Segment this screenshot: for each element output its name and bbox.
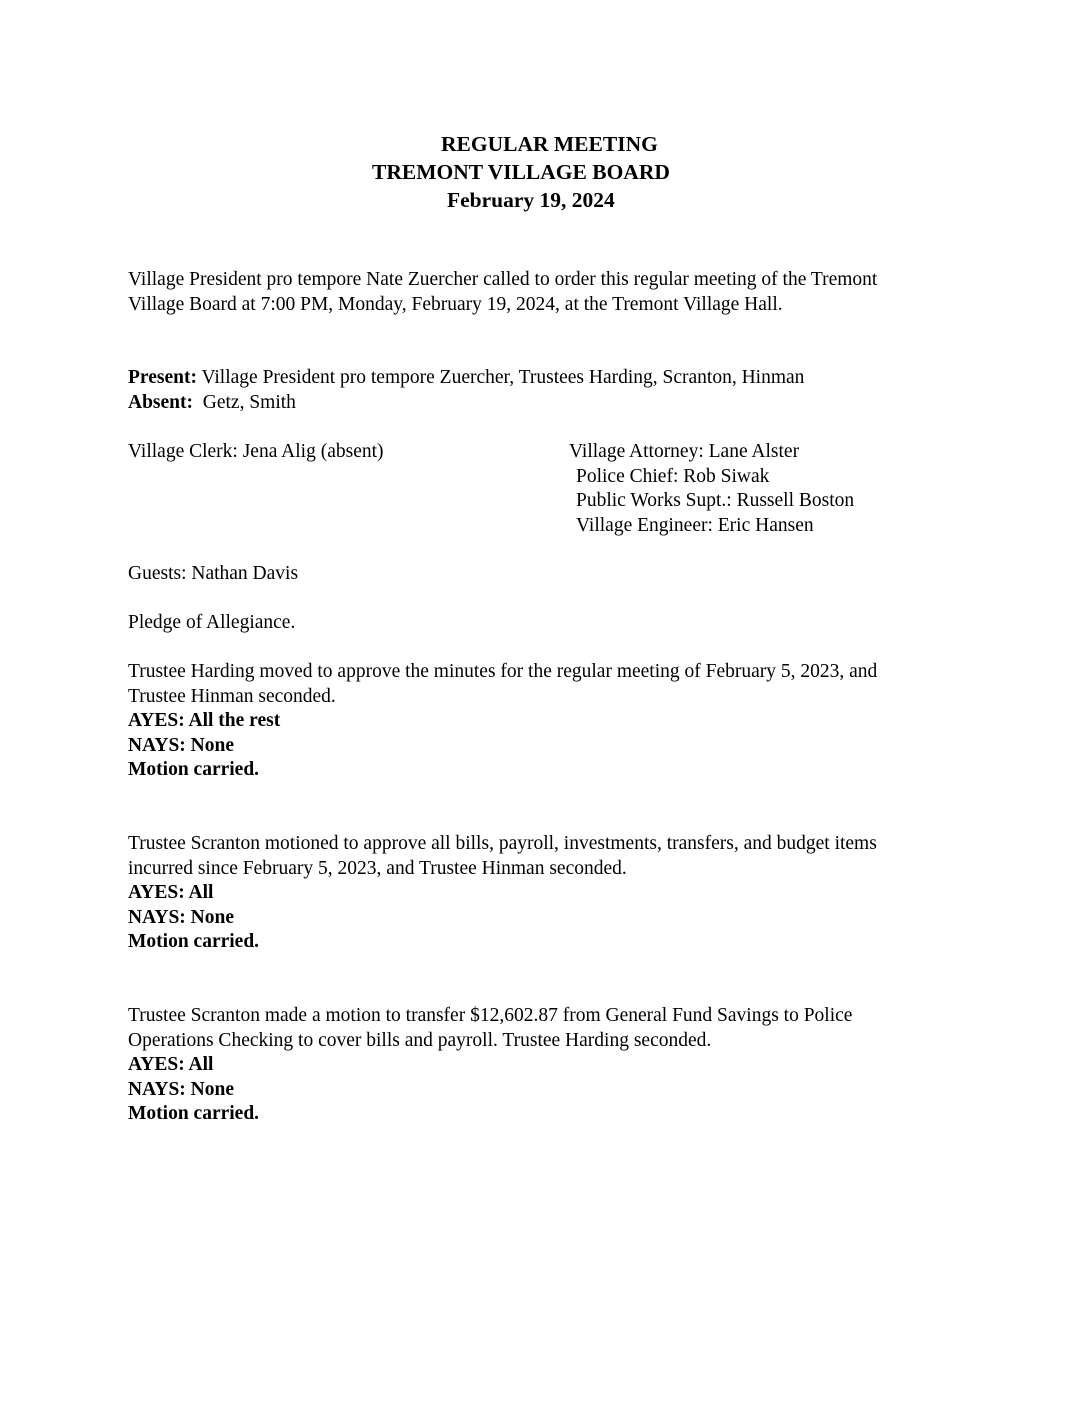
- header-board-name: TREMONT VILLAGE BOARD: [372, 160, 670, 184]
- village-clerk: Village Clerk: Jena Alig (absent): [128, 441, 384, 462]
- absent-line: [128, 391, 968, 416]
- motion-2-result: Motion carried.: [128, 931, 260, 952]
- motion-3-line-1: Trustee Scranton made a motion to transfer $12,602.87 from General Fund Savings to Police: [128, 1005, 853, 1026]
- public-works-supt: Public Works Supt.: Russell Boston: [576, 490, 855, 511]
- motion-1-line-2: Trustee Hinman seconded.: [128, 685, 336, 707]
- motion-bills: [128, 832, 968, 955]
- header-meeting-date: February 19, 2024: [447, 188, 615, 212]
- pledge-text: Pledge of Allegiance.: [128, 612, 296, 633]
- motion-2-nays: NAYS: None: [128, 906, 235, 928]
- attendance-block: [128, 366, 968, 415]
- motion-minutes: [128, 660, 968, 783]
- present-line: [128, 366, 968, 391]
- staff-right-column: [569, 440, 1029, 538]
- header-meeting-type: REGULAR MEETING: [441, 132, 658, 156]
- motion-1-line-1: Trustee Harding moved to approve the minutes for the regular meeting of February 5, 2023, and: [128, 661, 878, 682]
- motion-transfer: [128, 1004, 968, 1127]
- motion-1-ayes: AYES: All the rest: [128, 710, 281, 731]
- police-chief: Police Chief: Rob Siwak: [576, 465, 770, 487]
- present-value: Village President pro tempore Zuercher, Trustees Harding, Scranton, Hinman: [196, 367, 805, 388]
- absent-value: Getz, Smith: [193, 391, 296, 413]
- village-attorney: Village Attorney: Lane Alster: [569, 441, 800, 462]
- call-to-order-line-1: Village President pro tempore Nate Zuercher called to order this regular meeting of the Tremont: [128, 269, 878, 290]
- motion-3-nays: NAYS: None: [128, 1078, 235, 1100]
- motion-1-nays: NAYS: None: [128, 734, 235, 756]
- village-engineer: Village Engineer: Eric Hansen: [576, 514, 814, 536]
- motion-2-line-2: incurred since February 5, 2023, and Trustee Hinman seconded.: [128, 857, 627, 879]
- motion-3-ayes: AYES: All: [128, 1054, 214, 1075]
- pledge-line: [128, 611, 968, 636]
- guests-text: Guests: Nathan Davis: [128, 563, 299, 584]
- motion-1-result: Motion carried.: [128, 759, 260, 780]
- present-label: Present:: [128, 367, 197, 388]
- guests-line: [128, 562, 968, 587]
- motion-3-result: Motion carried.: [128, 1103, 260, 1124]
- call-to-order-paragraph: [128, 268, 968, 317]
- call-to-order-line-2: Village Board at 7:00 PM, Monday, February 19, 2024, at the Tremont Village Hall.: [128, 293, 783, 315]
- motion-2-line-1: Trustee Scranton motioned to approve all bills, payroll, investments, transfers, and budget items: [128, 833, 877, 854]
- motion-3-line-2: Operations Checking to cover bills and payroll. Trustee Harding seconded.: [128, 1029, 712, 1051]
- motion-2-ayes: AYES: All: [128, 882, 214, 903]
- absent-label: Absent:: [128, 391, 194, 413]
